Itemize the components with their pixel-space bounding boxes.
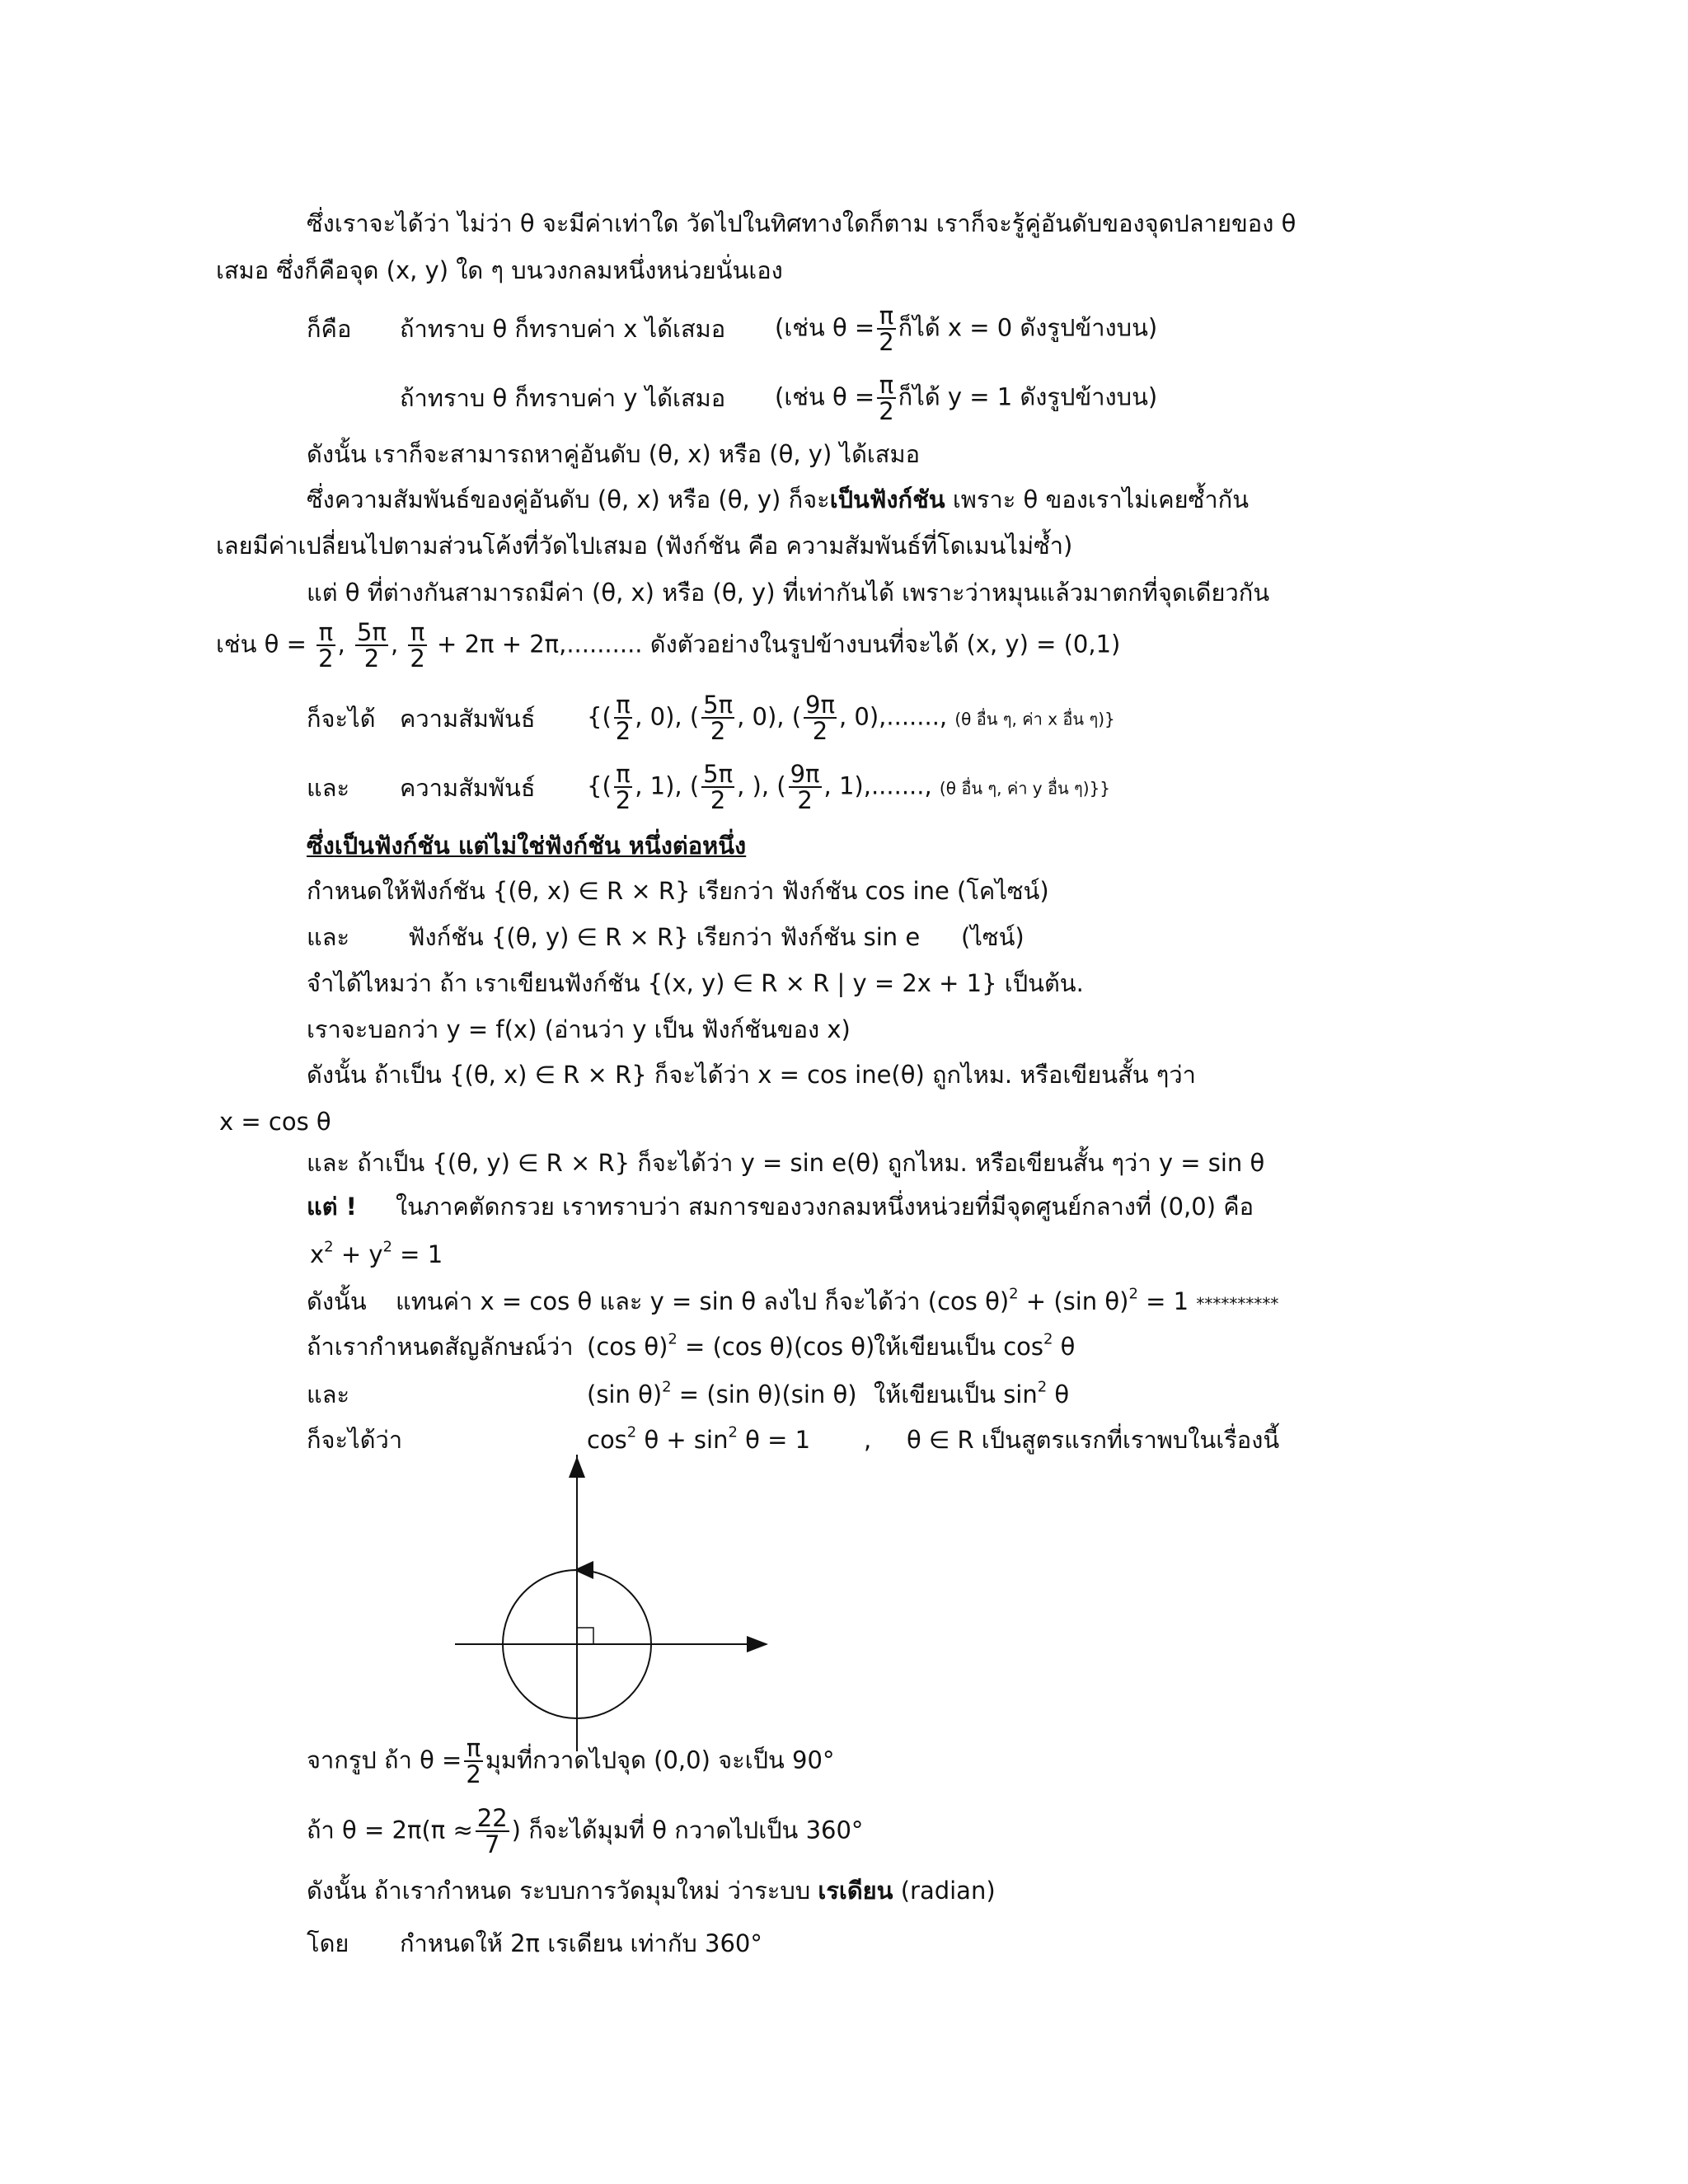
text-line: กำหนดให้ฟังก์ชัน {(θ, x) ∈ R × R} เรียกว่า ฟังก์ชัน cos ine (โคไซน์) xyxy=(307,877,1049,905)
text-line: ในภาคตัดกรวย เราทราบว่า สมการของวงกลมหนึ่งหน่วยที่มีจุดศูนย์กลางที่ (0,0) คือ xyxy=(396,1193,1254,1221)
text-line: แทนค่า x = cos θ และ y = sin θ ลงไป ก็จะได้ว่า (cos θ)$^2$ + (sin θ)$^2$ = 1 ********** xyxy=(396,1285,1279,1315)
text-line: ความสัมพันธ์ xyxy=(400,705,536,733)
text-line: ความสัมพันธ์ xyxy=(400,774,536,802)
x-axis-arrow-icon xyxy=(747,1636,768,1652)
text-line: ดังนั้น ถ้าเป็น {(θ, x) ∈ R × R} ก็จะได้ว่า x = cos ine(θ) ถูกไหม. หรือเขียนสั้น ๆว่า xyxy=(307,1061,1196,1089)
math-line: $x^2 + y^2 = 1$ xyxy=(310,1238,443,1268)
math-line: (เช่น θ = $\frac{\pi}{2}$ ก็ได้ x = 0 ดังรูปข้างบน) xyxy=(775,302,1158,357)
right-angle-marker xyxy=(577,1628,593,1644)
text-line: กำหนดให้ 2π เรเดียน เท่ากับ 360° xyxy=(400,1929,762,1957)
unit-circle-diagram xyxy=(445,1455,775,1768)
math-line: (sin θ)$^2$ = (sin θ)(sin θ) xyxy=(587,1378,857,1408)
text-line: ก็คือ xyxy=(307,315,352,343)
math-line: {( $\frac{\pi}{2}$ , 0), ( $\frac{5\pi}{2}$ , 0), ( $\frac{9\pi}{2}$ , 0),......., (θ อื่น ๆ, ค่า x อื่น ๆ)} xyxy=(587,691,1115,746)
math-line: $\cos^2 \theta + \sin^2 \theta = 1$ xyxy=(587,1423,811,1454)
math-line: (cos θ)$^2$ = (cos θ)(cos θ) xyxy=(587,1330,875,1361)
text-line: ดังนั้น เราก็จะสามารถหาคู่อันดับ (θ, x) หรือ (θ, y) ได้เสมอ xyxy=(307,440,921,468)
math-line: จากรูป ถ้า θ = $\frac{\pi}{2}$ มุมที่กวาดไปจุด (0,0) จะเป็น 90° xyxy=(307,1734,835,1789)
text-line: ซึ่งความสัมพันธ์ของคู่อันดับ (θ, x) หรือ (θ, y) ก็จะเป็นฟังก์ชัน เพราะ θ ของเราไม่เคยซ้ำกัน xyxy=(307,485,1250,513)
text-line: เราจะบอกว่า y = f(x) (อ่านว่า y เป็น ฟังก์ชันของ x) xyxy=(307,1015,851,1043)
text-line: ก็จะได้ว่า xyxy=(307,1426,403,1454)
text-line: ซึ่งเราจะได้ว่า ไม่ว่า θ จะมีค่าเท่าใด วัดไปในทิศทางใดก็ตาม เราก็จะรู้คู่อันดับของจุดปลายของ θ xyxy=(307,209,1296,237)
text-line: ดังนั้น ถ้าเรากำหนด ระบบการวัดมุมใหม่ ว่าระบบ เรเดียน (radian) xyxy=(307,1877,996,1905)
y-axis-arrow-icon xyxy=(569,1456,585,1478)
text-line: เสมอ ซึ่งก็คือจุด (x, y) ใด ๆ บนวงกลมหนึ่งหน่วยนั่นเอง xyxy=(216,256,783,284)
math-line: ถ้า θ = 2π(π ≈ $\frac{22}{7}$ ) ก็จะได้มุมที่ θ กวาดไปเป็น 360° xyxy=(307,1804,864,1859)
text-line: (ไซน์) xyxy=(961,923,1025,951)
text-line: และ ถ้าเป็น {(θ, y) ∈ R × R} ก็จะได้ว่า y = sin e(θ) ถูกไหม. หรือเขียนสั้น ๆว่า y = sin θ xyxy=(307,1149,1265,1177)
text-line: ถ้าทราบ θ ก็ทราบค่า x ได้เสมอ xyxy=(400,315,726,343)
text-line: , xyxy=(864,1426,872,1454)
text-line: ถ้าทราบ θ ก็ทราบค่า y ได้เสมอ xyxy=(400,384,726,412)
text-line: และ xyxy=(307,923,350,951)
math-line: (เช่น θ = $\frac{\pi}{2}$ ก็ได้ y = 1 ดังรูปข้างบน) xyxy=(775,371,1158,426)
text-line: แต่ ! xyxy=(307,1193,357,1221)
text-line: ให้เขียนเป็น $\sin^2 \theta$ xyxy=(874,1378,1070,1408)
text-line: และ xyxy=(307,774,350,802)
math-line: เช่น θ = $\frac{\pi}{2}$ , $\frac{5\pi}{2}$ , $\frac{\pi}{2}$ + 2π + 2π,.......... ดังตัวอย่างในรูปข้างบนที่จะได้ (x, y) = (0,1) xyxy=(216,618,1121,673)
text-line: จำได้ไหมว่า ถ้า เราเขียนฟังก์ชัน {(x, y) ∈ R × R | y = 2x + 1} เป็นต้น. xyxy=(307,969,1084,997)
text-line: ดังนั้น xyxy=(307,1287,367,1315)
math-line: {( $\frac{\pi}{2}$ , 1), ( $\frac{5\pi}{2}$ , ), ( $\frac{9\pi}{2}$ , 1),......., (θ อื่น ๆ, ค่า y อื่น ๆ)}} xyxy=(587,760,1111,815)
text-line: θ ∈ R เป็นสูตรแรกที่เราพบในเรื่องนี้ xyxy=(907,1426,1280,1454)
text-line: x = cos θ xyxy=(219,1108,331,1136)
text-line: และ xyxy=(307,1380,350,1408)
text-line: ให้เขียนเป็น $\cos^2 \theta$ xyxy=(874,1330,1076,1361)
text-line: โดย xyxy=(307,1929,349,1957)
section-heading: ซึ่งเป็นฟังก์ชัน แต่ไม่ใช่ฟังก์ชัน หนึ่งต่อหนึ่ง xyxy=(307,832,747,860)
text-line: แต่ θ ที่ต่างกันสามารถมีค่า (θ, x) หรือ (θ, y) ที่เท่ากันได้ เพราะว่าหมุนแล้วมาตกที่จุดเดียวกัน xyxy=(307,579,1270,607)
text-line: เลยมีค่าเปลี่ยนไปตามส่วนโค้งที่วัดไปเสมอ (ฟังก์ชัน คือ ความสัมพันธ์ที่โดเมนไม่ซ้ำ) xyxy=(216,532,1073,560)
text-line: ก็จะได้ xyxy=(307,705,376,733)
text-line: ฟังก์ชัน {(θ, y) ∈ R × R} เรียกว่า ฟังก์ชัน sin e xyxy=(408,923,921,951)
text-line: ถ้าเรากำหนดสัญลักษณ์ว่า xyxy=(307,1333,574,1361)
